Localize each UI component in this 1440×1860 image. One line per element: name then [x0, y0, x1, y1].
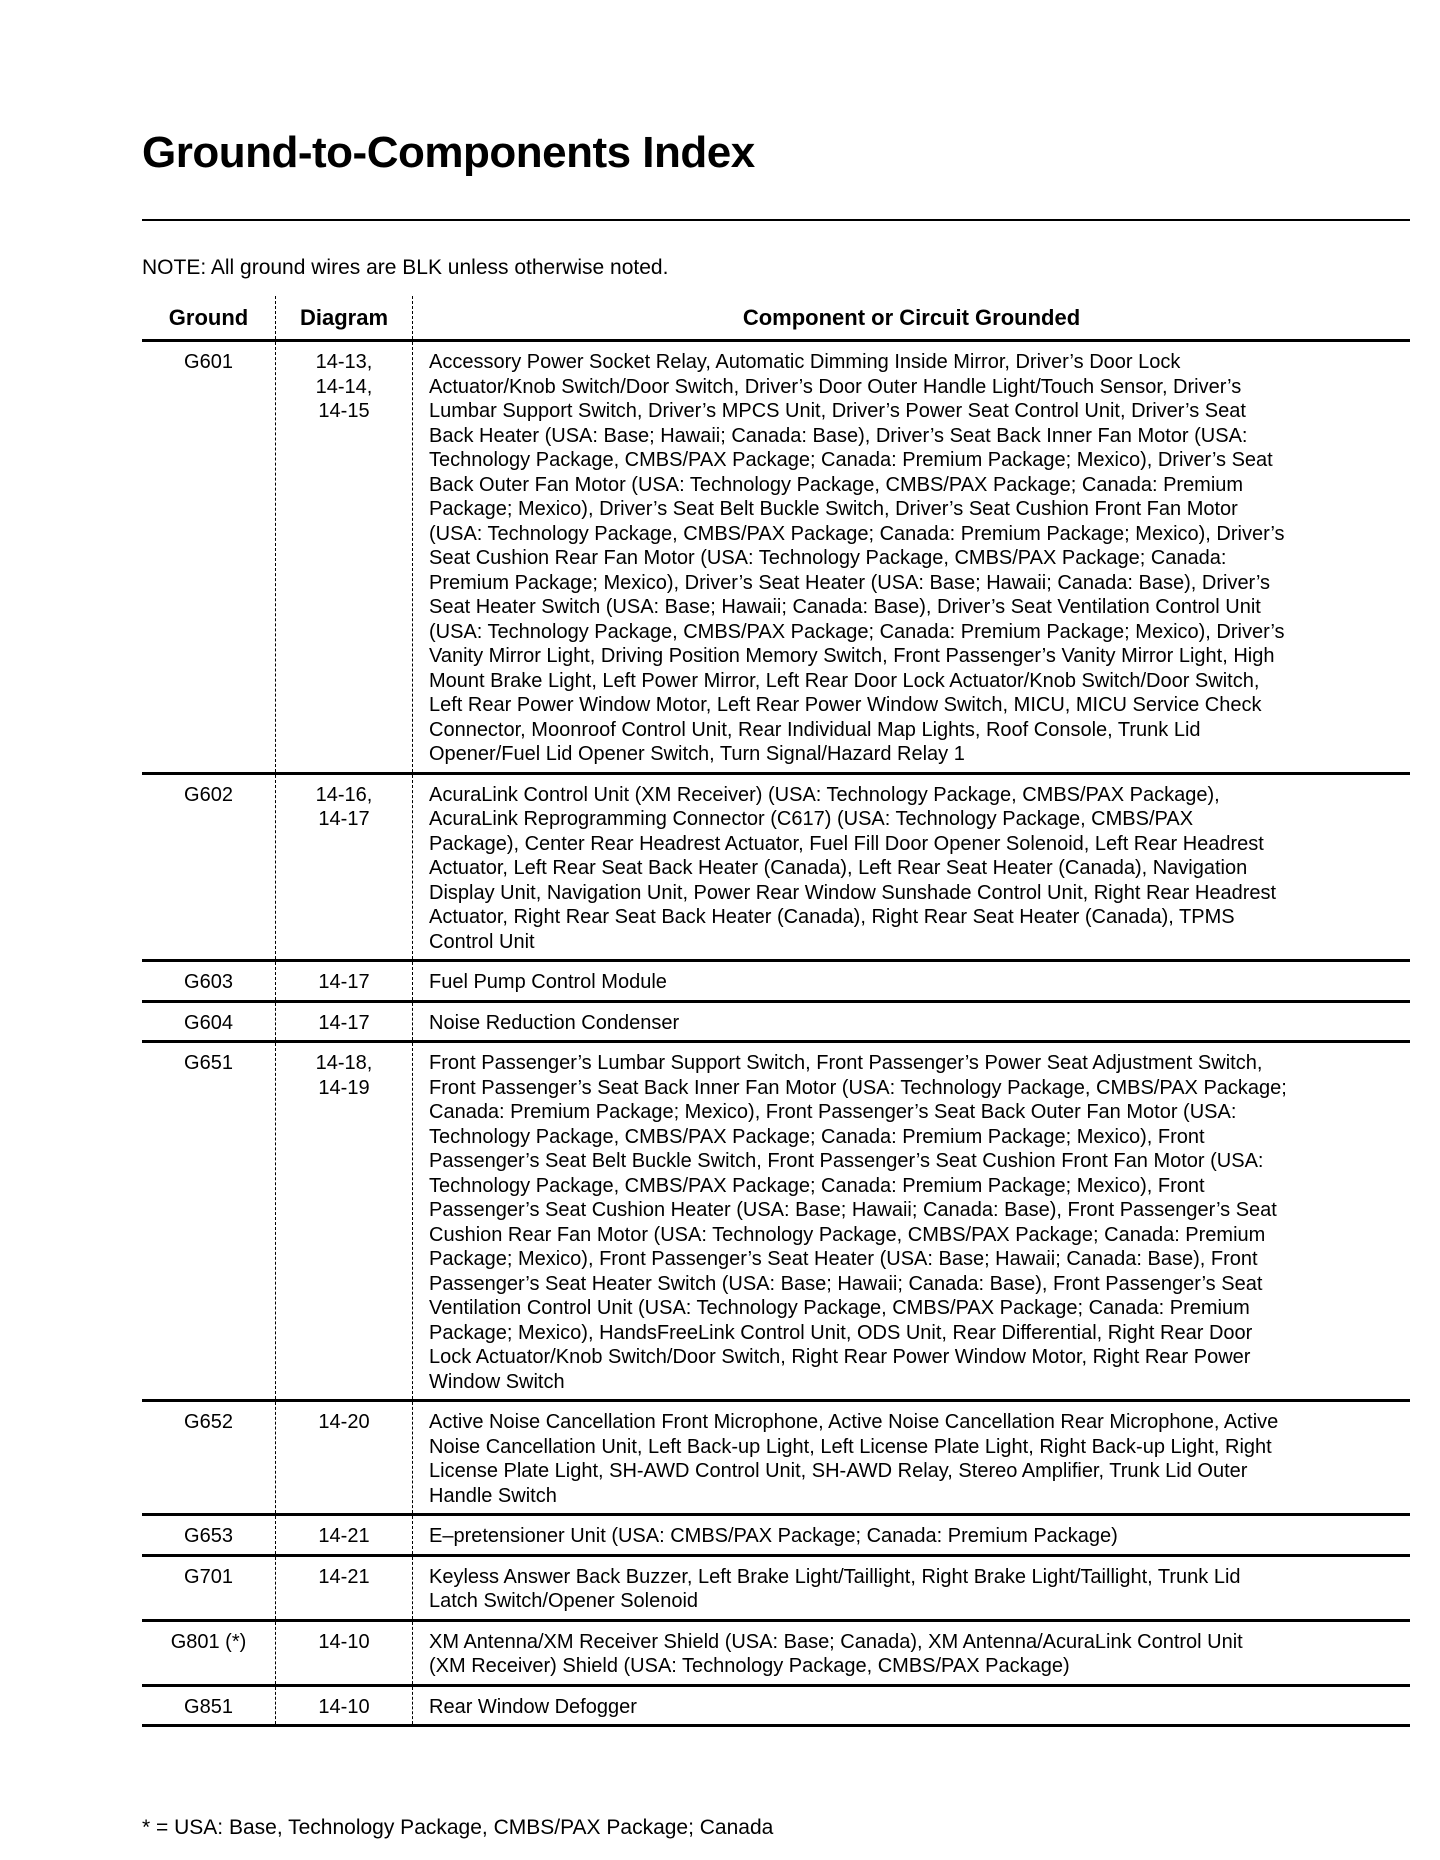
diagram-ref: 14-21 [318, 1525, 370, 1547]
table-row [142, 1042, 1410, 1401]
component-line: (USA: Technology Package, CMBS/PAX Package; Canada: Premium Package; Mexico), Driver’s [429, 620, 1285, 643]
table-row [142, 1401, 1410, 1515]
diagram-ref: 14-10 [318, 1630, 370, 1653]
component-cell [413, 961, 1411, 1002]
component-line: Front Passenger’s Seat Back Inner Fan Motor (USA: Technology Package, CMBS/PAX Package; [429, 1076, 1287, 1099]
component-line: Cushion Rear Fan Motor (USA: Technology Package, CMBS/PAX Package; Canada: Premium [429, 1223, 1266, 1246]
table-header-row [142, 296, 1410, 341]
component-cell [413, 1515, 1411, 1556]
diagram-cell [276, 961, 413, 1002]
component-line: Technology Package, CMBS/PAX Package; Canada: Premium Package; Mexico), Front [429, 1125, 1205, 1148]
component-line: Seat Cushion Rear Fan Motor (USA: Technology Package, CMBS/PAX Package; Canada: [429, 547, 1227, 569]
component-line: Technology Package, CMBS/PAX Package; Canada: Premium Package; Mexico), Front [429, 1174, 1205, 1197]
diagram-ref: 14-18, [315, 1052, 373, 1074]
diagram-cell [276, 1001, 413, 1042]
diagram-cell [276, 1685, 413, 1726]
component-line: Back Outer Fan Motor (USA: Technology Package, CMBS/PAX Package; Canada: Premium [429, 473, 1244, 496]
component-line: Vanity Mirror Light, Driving Position Memory Switch, Front Passenger’s Vanity Mirror Light, High [429, 645, 1275, 667]
table-row [142, 961, 1410, 1002]
ground-cell: G602 [142, 773, 276, 961]
component-line: Package; Mexico), Driver’s Seat Belt Buckle Switch, Driver’s Seat Cushion Front Fan Motor [429, 498, 1238, 520]
component-line: Back Heater (USA: Base; Hawaii; Canada: Base), Driver’s Seat Back Inner Fan Motor (USA: [429, 424, 1248, 447]
diagram-ref: 14-21 [318, 1565, 370, 1588]
component-line: E–pretensioner Unit (USA: CMBS/PAX Package; Canada: Premium Package) [429, 1525, 1118, 1547]
component-cell [413, 1555, 1411, 1620]
component-line: Window Switch [429, 1370, 565, 1393]
ground-cell: G701 [142, 1555, 276, 1620]
component-line: XM Antenna/XM Receiver Shield (USA: Base; Canada), XM Antenna/AcuraLink Control Unit [429, 1630, 1243, 1653]
component-line: Package; Mexico), HandsFreeLink Control Unit, ODS Unit, Rear Differential, Right Rear Door [429, 1321, 1253, 1344]
component-line: Ventilation Control Unit (USA: Technology Package, CMBS/PAX Package; Canada: Premium [429, 1297, 1250, 1319]
component-line: Connector, Moonroof Control Unit, Rear Individual Map Lights, Roof Console, Trunk Lid [429, 718, 1201, 741]
ground-cell: G801 (*) [142, 1620, 276, 1685]
header-component: Component or Circuit Grounded [413, 296, 1411, 341]
table-row [142, 1555, 1410, 1620]
component-line: Package), Center Rear Headrest Actuator, Fuel Fill Door Opener Solenoid, Left Rear Headrest [429, 832, 1264, 855]
diagram-cell [276, 341, 413, 774]
header-ground: Ground [142, 296, 276, 341]
component-line: (XM Receiver) Shield (USA: Technology Package, CMBS/PAX Package) [429, 1655, 1070, 1677]
table-row [142, 773, 1410, 961]
component-line: Noise Cancellation Unit, Left Back-up Light, Left License Plate Light, Right Back-up Light, Right [429, 1435, 1272, 1458]
diagram-cell [276, 773, 413, 961]
component-line: AcuraLink Reprogramming Connector (C617) (USA: Technology Package, CMBS/PAX [429, 808, 1194, 830]
component-line: Display Unit, Navigation Unit, Power Rear Window Sunshade Control Unit, Right Rear Headrest [429, 881, 1277, 904]
component-line: Premium Package; Mexico), Driver’s Seat Heater (USA: Base; Hawaii; Canada: Base), Driver’s [429, 571, 1271, 594]
ground-cell: G601 [142, 341, 276, 774]
page-title: Ground-to-Components Index [142, 128, 755, 177]
diagram-cell [276, 1515, 413, 1556]
diagram-ref: 14-13, [315, 351, 373, 373]
ground-cell: G851 [142, 1685, 276, 1726]
component-line: Fuel Pump Control Module [429, 971, 667, 993]
component-line: (USA: Technology Package, CMBS/PAX Package; Canada: Premium Package; Mexico), Driver’s [429, 522, 1285, 545]
footnote: * = USA: Base, Technology Package, CMBS/PAX Package; Canada [142, 1816, 774, 1839]
table-row [142, 1620, 1410, 1685]
component-line: Latch Switch/Opener Solenoid [429, 1590, 699, 1612]
ground-cell: G604 [142, 1001, 276, 1042]
diagram-cell [276, 1042, 413, 1401]
component-line: Mount Brake Light, Left Power Mirror, Left Rear Door Lock Actuator/Knob Switch/Door Switch, [429, 669, 1260, 692]
component-cell [413, 773, 1411, 961]
component-line: Lock Actuator/Knob Switch/Door Switch, Right Rear Power Window Motor, Right Rear Power [429, 1346, 1251, 1368]
table-row [142, 1001, 1410, 1042]
component-line: Rear Window Defogger [429, 1695, 637, 1718]
component-line: Handle Switch [429, 1484, 557, 1507]
ground-cell: G653 [142, 1515, 276, 1556]
table-body [142, 341, 1410, 1726]
diagram-ref: 14-10 [318, 1695, 370, 1718]
component-cell [413, 1685, 1411, 1726]
ground-cell: G603 [142, 961, 276, 1002]
component-line: Passenger’s Seat Heater Switch (USA: Base; Hawaii; Canada: Base), Front Passenger’s Seat [429, 1272, 1263, 1295]
diagram-ref: 14-14, [315, 375, 373, 398]
component-line: Actuator, Left Rear Seat Back Heater (Canada), Left Rear Seat Heater (Canada), Navigation [429, 857, 1248, 879]
table-row [142, 341, 1410, 774]
component-line: Opener/Fuel Lid Opener Switch, Turn Signal/Hazard Relay 1 [429, 743, 965, 765]
component-cell [413, 1001, 1411, 1042]
component-cell [413, 1042, 1411, 1401]
title-rule [142, 219, 1410, 221]
diagram-cell [276, 1555, 413, 1620]
diagram-ref: 14-17 [318, 1011, 370, 1034]
component-line: Control Unit [429, 930, 535, 953]
component-cell [413, 1401, 1411, 1515]
component-line: Keyless Answer Back Buzzer, Left Brake Light/Taillight, Right Brake Light/Taillight, Trunk Lid [429, 1565, 1241, 1588]
diagram-ref: 14-19 [318, 1076, 370, 1099]
component-line: Lumbar Support Switch, Driver’s MPCS Unit, Driver’s Power Seat Control Unit, Driver’s Seat [429, 400, 1246, 422]
component-cell [413, 341, 1411, 774]
diagram-ref: 14-17 [318, 971, 370, 993]
diagram-ref: 14-20 [318, 1411, 370, 1433]
component-line: Technology Package, CMBS/PAX Package; Canada: Premium Package; Mexico), Driver’s Seat [429, 449, 1273, 471]
table-row [142, 1685, 1410, 1726]
header-diagram: Diagram [276, 296, 413, 341]
component-line: Canada: Premium Package; Mexico), Front Passenger’s Seat Back Outer Fan Motor (USA: [429, 1101, 1237, 1123]
component-line: Actuator/Knob Switch/Door Switch, Driver’s Door Outer Handle Light/Touch Sensor, Driver’s [429, 375, 1242, 398]
ground-index-table [142, 296, 1410, 1727]
component-line: Front Passenger’s Lumbar Support Switch, Front Passenger’s Power Seat Adjustment Switch, [429, 1052, 1263, 1074]
note: NOTE: All ground wires are BLK unless otherwise noted. [142, 256, 669, 279]
component-line: Passenger’s Seat Belt Buckle Switch, Front Passenger’s Seat Cushion Front Fan Motor (USA: [429, 1150, 1264, 1172]
table-row [142, 1515, 1410, 1556]
component-line: AcuraLink Control Unit (XM Receiver) (USA: Technology Package, CMBS/PAX Package), [429, 783, 1220, 806]
diagram-cell [276, 1620, 413, 1685]
diagram-ref: 14-17 [318, 808, 370, 830]
component-line: Seat Heater Switch (USA: Base; Hawaii; Canada: Base), Driver’s Seat Ventilation Control Unit [429, 596, 1261, 618]
component-line: Left Rear Power Window Motor, Left Rear Power Window Switch, MICU, MICU Service Check [429, 694, 1262, 716]
component-line: License Plate Light, SH-AWD Control Unit, SH-AWD Relay, Stereo Amplifier, Trunk Lid Outer [429, 1460, 1248, 1482]
ground-cell: G651 [142, 1042, 276, 1401]
diagram-ref: 14-15 [318, 400, 370, 422]
component-line: Accessory Power Socket Relay, Automatic Dimming Inside Mirror, Driver’s Door Lock [429, 351, 1181, 373]
component-cell [413, 1620, 1411, 1685]
component-line: Actuator, Right Rear Seat Back Heater (Canada), Right Rear Seat Heater (Canada), TPMS [429, 906, 1235, 928]
component-line: Active Noise Cancellation Front Microphone, Active Noise Cancellation Rear Microphone, Active [429, 1411, 1279, 1433]
diagram-cell [276, 1401, 413, 1515]
component-line: Package; Mexico), Front Passenger’s Seat Heater (USA: Base; Hawaii; Canada: Base), Front [429, 1248, 1258, 1270]
component-line: Noise Reduction Condenser [429, 1011, 680, 1034]
component-line: Passenger’s Seat Cushion Heater (USA: Base; Hawaii; Canada: Base), Front Passenger’s Seat [429, 1199, 1277, 1221]
ground-cell: G652 [142, 1401, 276, 1515]
diagram-ref: 14-16, [315, 783, 373, 806]
